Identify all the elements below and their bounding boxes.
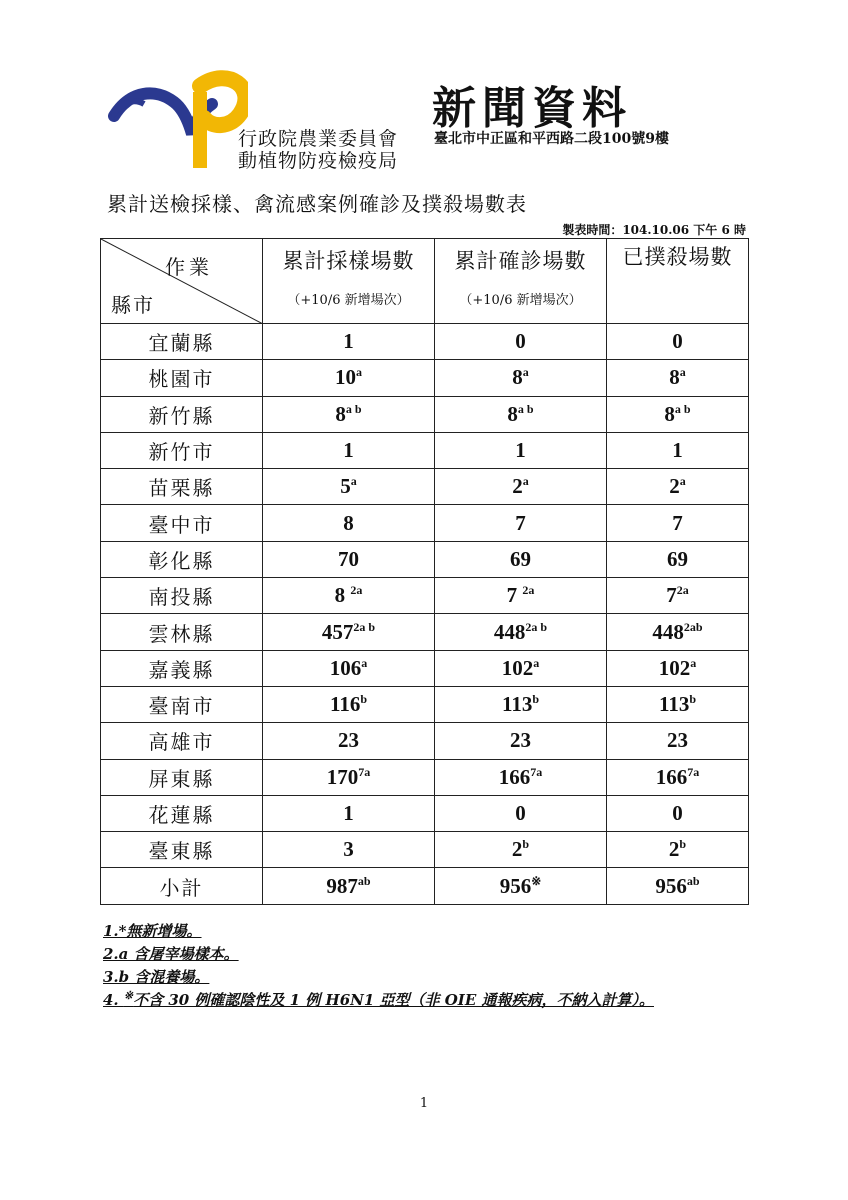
table-header-row [101,239,749,324]
cell-footnote-mark: 2a [350,583,363,598]
culled-cell [607,505,749,541]
cell-footnote-mark: 7a [687,764,700,779]
cell-footnote-mark: ※ [531,873,542,888]
confirmed-cell [435,541,607,577]
cell-footnote-mark: 2a b [525,619,548,634]
culled-cell [607,396,749,432]
table-row [101,868,749,904]
cell-footnote-mark: 7a [358,764,371,779]
sampled-cell [263,868,435,904]
confirmed-cell [435,360,607,396]
confirmed-cell [435,469,607,505]
cell-footnote-mark: b [522,837,530,852]
county-cell: 高雄市 [101,723,263,759]
confirmed-cell [435,578,607,614]
sampled-cell [263,360,435,396]
column-title: 累計採樣場數 [282,248,415,273]
cell-value: 10 [335,365,356,390]
cell-value: 2 [511,837,523,862]
cell-footnote-mark: 7a [530,764,543,779]
sampled-cell [263,650,435,686]
county-cell: 南投縣 [101,578,263,614]
footnote-4-text: 不含 30 例確認陰性及 1 例 H6N1 亞型（非 OIE 通報疾病，不納入計算）。 [133,991,654,1009]
org-line-1: 行政院農業委員會 [238,128,399,150]
culled-cell [607,650,749,686]
culled-cell [607,432,749,468]
sampled-cell [263,614,435,650]
cell-value: 8 [334,583,351,608]
culled-cell [607,759,749,795]
sampled-cell [263,505,435,541]
confirmed-cell [435,432,607,468]
county-cell: 雲林縣 [101,614,263,650]
cell-value: 1 [343,329,354,354]
cell-value: 69 [667,546,688,571]
table-row [101,432,749,468]
cell-footnote-mark: a [356,365,362,380]
cell-value: 448 [493,619,526,644]
county-cell: 新竹市 [101,432,263,468]
table-row [101,650,749,686]
cell-value: 8 [664,401,675,426]
poultry-case-table [100,238,749,905]
table-row [101,324,749,360]
cell-footnote-mark: a [679,474,686,489]
confirmed-cell [435,868,607,904]
cell-value: 956 [499,873,532,898]
county-cell: 花蓮縣 [101,795,263,831]
cell-value: 2 [512,474,523,499]
table-row [101,469,749,505]
cell-value: 0 [515,329,526,354]
cell-footnote-mark: a b [345,401,362,416]
column-title: 已撲殺場數 [622,245,733,269]
table-row [101,396,749,432]
cell-footnote-mark: a [361,655,368,670]
footnotes [103,920,654,1012]
culled-cell [607,686,749,722]
column-header-sampled [263,239,435,324]
cell-value: 23 [510,728,531,753]
corner-header-cell [101,239,263,324]
table-row [101,578,749,614]
cell-value: 113 [658,692,690,717]
cell-footnote-mark: ab [357,873,371,888]
cell-value: 8 [512,365,523,390]
column-subtitle: （+10/6 新增場次） [459,292,582,308]
culled-cell [607,795,749,831]
confirmed-cell [435,614,607,650]
county-cell: 彰化縣 [101,541,263,577]
press-release-title: 新聞資料 [432,83,632,134]
corner-label-operation: 作業 [165,255,213,279]
confirmed-cell [435,832,607,868]
cell-value: 23 [338,728,359,753]
cell-value: 106 [329,655,362,680]
cell-value: 7 [515,510,526,535]
cell-value: 7 [672,510,683,535]
cell-value: 448 [652,619,684,644]
culled-cell [607,832,749,868]
county-cell: 新竹縣 [101,396,263,432]
table-row [101,505,749,541]
column-header-confirmed [435,239,607,324]
cell-footnote-mark: 2a [676,583,689,598]
culled-cell [607,324,749,360]
cell-value: 2 [669,474,680,499]
cell-value: 7 [666,583,677,608]
cell-footnote-mark: 2a [522,583,535,598]
cell-value: 8 [669,365,680,390]
sampled-cell [263,324,435,360]
agency-emblem-icon [108,62,248,174]
cell-value: 3 [343,837,354,862]
cell-value: 170 [326,764,359,789]
footnote-4-number: 4. [103,991,124,1009]
sampled-cell [263,832,435,868]
cell-footnote-mark: ab [686,873,700,888]
document-title: 累計送檢採樣、禽流感案例確診及撲殺場數表 [107,192,527,216]
cell-value: 1 [343,801,354,825]
confirmed-cell [435,505,607,541]
county-cell: 屏東縣 [101,759,263,795]
sampled-cell [263,795,435,831]
confirmed-cell [435,723,607,759]
table-row [101,795,749,831]
footnote-4 [103,989,654,1012]
table-row [101,832,749,868]
sampled-cell [263,541,435,577]
cell-footnote-mark: a [350,474,357,489]
footnote-1: 1.*無新增場。 [103,922,202,940]
sampled-cell [263,469,435,505]
culled-cell [607,723,749,759]
sampled-cell [263,686,435,722]
cell-value: 5 [340,474,351,499]
corner-label-county: 縣市 [111,293,155,317]
culled-cell [607,360,749,396]
county-cell: 苗栗縣 [101,469,263,505]
footnote-4-mark: ※ [123,989,134,1002]
cell-value: 166 [655,764,688,789]
organization-name [238,128,398,172]
cell-value: 23 [667,728,688,753]
cell-value: 8 [335,401,346,426]
cell-value: 2 [668,837,680,862]
cell-value: 113 [501,692,533,717]
cell-value: 987 [326,873,358,898]
confirmed-cell [435,759,607,795]
column-subtitle: （+10/6 新增場次） [287,292,410,308]
confirmed-cell [435,795,607,831]
culled-cell [607,541,749,577]
cell-footnote-mark: b [360,692,368,707]
footnote-2: 2.a 含屠宰場樣本。 [103,945,239,963]
cell-value: 8 [343,510,354,535]
confirmed-cell [435,324,607,360]
cell-value: 116 [329,692,361,717]
cell-footnote-mark: b [679,837,687,852]
table-body [101,324,749,905]
cell-footnote-mark: a b [517,401,534,416]
county-cell: 嘉義縣 [101,650,263,686]
cell-value: 1 [515,438,526,463]
confirmed-cell [435,686,607,722]
culled-cell [607,868,749,904]
cell-footnote-mark: a [522,365,529,380]
table-row [101,759,749,795]
cell-value: 0 [672,801,683,825]
cell-footnote-mark: a [679,365,686,380]
county-cell: 小計 [101,868,263,904]
cell-footnote-mark: a b [674,401,691,416]
table-made-time: 製表時間：104.10.06 下午 6 時 [562,223,746,237]
county-cell: 臺南市 [101,686,263,722]
cell-value: 0 [672,329,683,354]
table-row [101,723,749,759]
footnote-3: 3.b 含混養場。 [103,968,210,986]
cell-footnote-mark: b [689,692,697,707]
cell-value: 70 [338,546,359,571]
cell-value: 1 [672,438,683,463]
cell-value: 102 [658,655,691,680]
org-line-2: 動植物防疫檢疫局 [238,150,399,172]
confirmed-cell [435,396,607,432]
cell-footnote-mark: a [533,655,540,670]
culled-cell [607,578,749,614]
cell-value: 457 [321,619,354,644]
cell-footnote-mark: a [690,655,697,670]
table-row [101,541,749,577]
cell-footnote-mark: a [522,474,529,489]
sampled-cell [263,759,435,795]
cell-value: 7 [506,583,523,608]
sampled-cell [263,432,435,468]
culled-cell [607,469,749,505]
sampled-cell [263,578,435,614]
table-row [101,614,749,650]
cell-value: 1 [343,438,354,463]
table-row [101,686,749,722]
confirmed-cell [435,650,607,686]
cell-value: 102 [501,655,534,680]
cell-value: 8 [507,401,518,426]
address: 臺北市中正區和平西路二段100號9樓 [434,131,669,147]
county-cell: 桃園市 [101,360,263,396]
cell-value: 956 [655,873,687,898]
county-cell: 臺中市 [101,505,263,541]
cell-value: 69 [510,546,531,571]
sampled-cell [263,723,435,759]
cell-value: 0 [515,801,526,825]
page-number: 1 [419,1096,429,1111]
column-header-culled [607,239,749,324]
table-row [101,360,749,396]
county-cell: 臺東縣 [101,832,263,868]
cell-value: 166 [498,764,531,789]
sampled-cell [263,396,435,432]
cell-footnote-mark: b [532,692,540,707]
cell-footnote-mark: 2a b [353,619,376,634]
county-cell: 宜蘭縣 [101,324,263,360]
column-title: 累計確診場數 [454,248,587,273]
cell-footnote-mark: 2ab [683,619,703,634]
culled-cell [607,614,749,650]
